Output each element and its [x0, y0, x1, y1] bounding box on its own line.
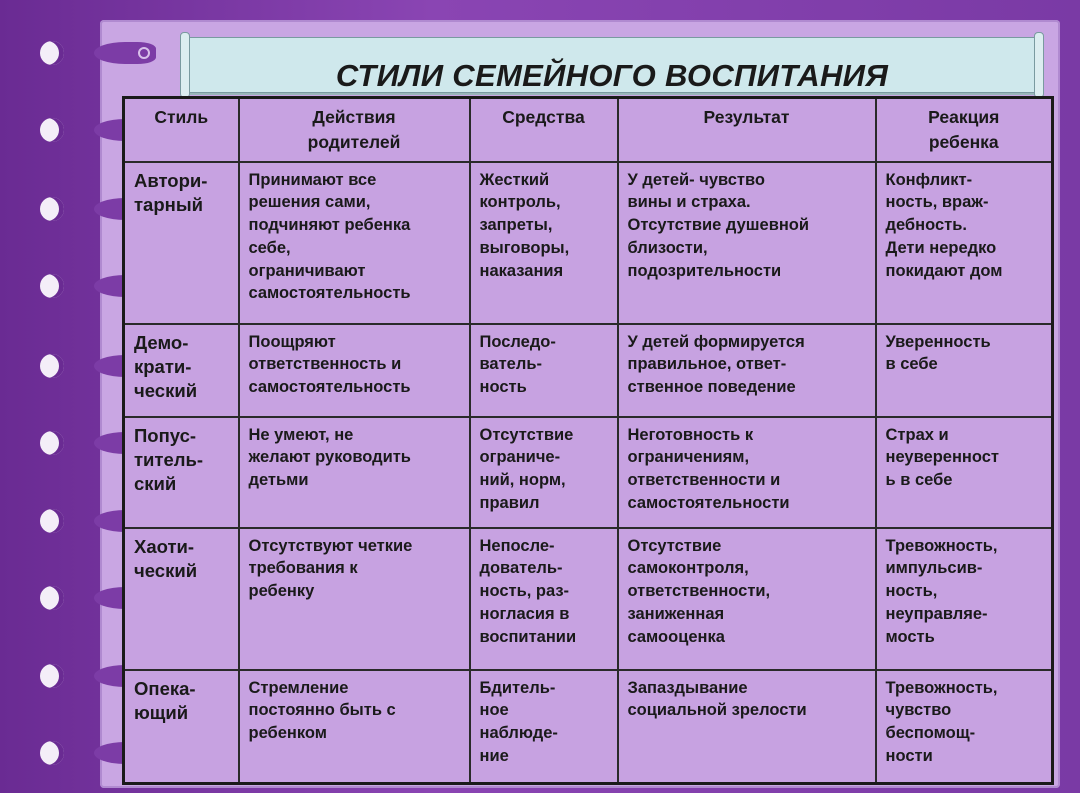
parenting-styles-table	[122, 96, 1054, 785]
means-cell: Последо- ватель- ность	[470, 324, 618, 417]
result-cell: У детей- чувство вины и страха. Отсутствие душевной близости, подозрительности	[618, 162, 876, 324]
column-header-means: Средства	[470, 98, 618, 162]
table-row	[124, 670, 1053, 784]
column-header-actions: Действия родителей	[239, 98, 470, 162]
style-cell: Хаоти- ческий	[124, 528, 239, 670]
actions-cell: Поощряют ответственность и самостоятельность	[239, 324, 470, 417]
table-row	[124, 324, 1053, 417]
result-cell: Отсутствие самоконтроля, ответственности, заниженная самооценка	[618, 528, 876, 670]
binder-ring-icon	[32, 40, 157, 66]
style-cell: Опека- ющий	[124, 670, 239, 784]
column-header-reaction: Реакция ребенка	[876, 98, 1053, 162]
reaction-cell: Уверенность в себе	[876, 324, 1053, 417]
actions-cell: Отсутствуют четкие требования к ребенку	[239, 528, 470, 670]
style-cell: Попус- титель- ский	[124, 417, 239, 528]
table-header-row	[124, 98, 1053, 162]
column-header-style: Стиль	[124, 98, 239, 162]
reaction-cell: Тревожность, чувство беспомощ- ности	[876, 670, 1053, 784]
actions-cell: Стремление постоянно быть с ребенком	[239, 670, 470, 784]
table-row	[124, 162, 1053, 324]
column-header-result: Результат	[618, 98, 876, 162]
actions-cell: Принимают все решения сами, подчиняют ребенка себе, ограничивают самостоятельность	[239, 162, 470, 324]
means-cell: Бдитель- ное наблюде- ние	[470, 670, 618, 784]
means-cell: Отсутствие ограниче- ний, норм, правил	[470, 417, 618, 528]
means-cell: Непосле- дователь- ность, раз- ногласия в воспитании	[470, 528, 618, 670]
style-cell: Демо- крати- ческий	[124, 324, 239, 417]
means-cell: Жесткий контроль, запреты, выговоры, наказания	[470, 162, 618, 324]
result-cell: Неготовность к ограничениям, ответственности и самостоятельности	[618, 417, 876, 528]
table-row	[124, 528, 1053, 670]
result-cell: Запаздывание социальной зрелости	[618, 670, 876, 784]
style-cell: Автори- тарный	[124, 162, 239, 324]
result-cell: У детей формируется правильное, ответ- ственное поведение	[618, 324, 876, 417]
page-title: СТИЛИ СЕМЕЙНОГО ВОСПИТАНИЯ	[335, 58, 889, 93]
reaction-cell: Тревожность, импульсив- ность, неуправляе- мость	[876, 528, 1053, 670]
actions-cell: Не умеют, не желают руководить детьми	[239, 417, 470, 528]
reaction-cell: Конфликт- ность, враж- дебность. Дети нередко покидают дом	[876, 162, 1053, 324]
table-row	[124, 417, 1053, 528]
reaction-cell: Страх и неуверенност ь в себе	[876, 417, 1053, 528]
title-scroll	[185, 37, 1039, 93]
